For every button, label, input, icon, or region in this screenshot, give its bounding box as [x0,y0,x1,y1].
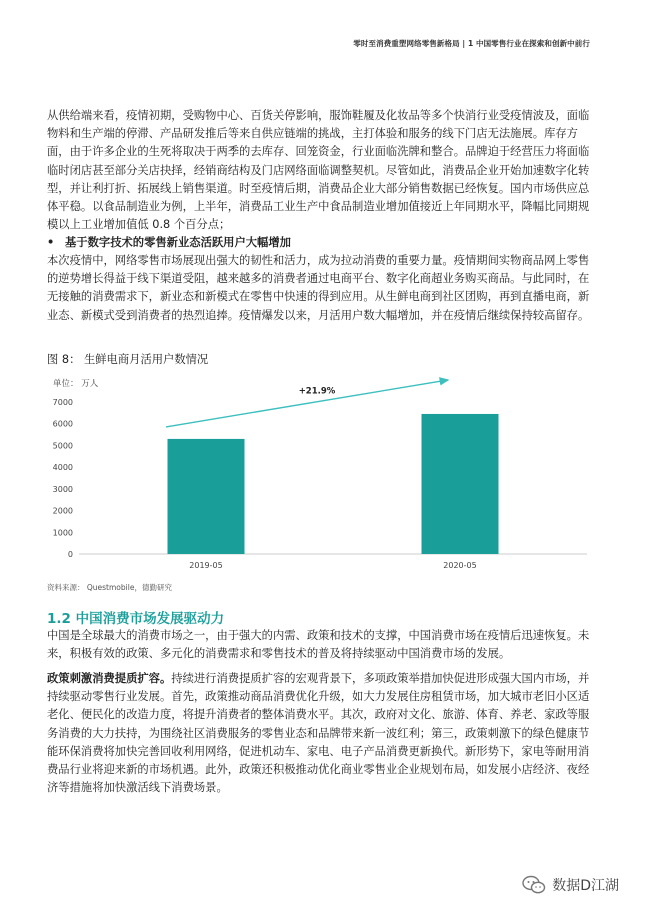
paragraph-digital-retail: 本次疫情中，网络零售市场展现出强大的韧性和活力，成为拉动消费的重要力量。疫情期间实物商品网上零售的逆势增长得益于线下渠道受阻，越来越多的消费者通过电商平台、数字化商超业务购买商品。与此同时，在无接触的消费需求下，新业态和新模式在零售中快速的得到应用。从生鲜电商到社区团购，再到直播电商，新业态、新模式受到消费者的热烈追捧。疫情爆发以来，月活用户数大幅增加，并在疫情后继续保持较高留存。 [47,254,590,322]
bar-2019-05 [168,439,245,554]
paragraph-supply-side: 从供给端来看，疫情初期，受购物中心、百货关停影响，服饰鞋履及化妆品等多个快消行业受疫情波及，面临物料和生产端的停滞、产品研发推后等来自供应链端的挑战，主打体验和服务的线下门店无法施展。库存方面，由于许多企业的生死将取决于两季的去库存、回笼资金，行业面临洗牌和整合。品牌迫于经营压力将面临临时闭店甚至部分关店抉择，经销商结构及门店网络面临调整契机。尽管如此，消费品企业开始加速数字化转型，并让利打折、拓展线上销售渠道。时至疫情后期，消费品企业大部分销售数据已经恢复。国内市场供应总体平稳。以食品制造业为例，上半年，消费品工业生产中食品制造业增加值接近上年同期水平，降幅比同期规模以上工业增加值低 0.8 个百分点； [47,109,590,232]
y-tick-label: 0 [67,550,73,559]
section-title: 1.2 中国消费市场发展驱动力 [47,611,225,627]
chart-container [47,372,599,582]
y-axis-unit-label: 单位： 万人 [53,379,99,389]
x-tick-label: 2020-05 [443,561,477,570]
paragraph-market-intro: 中国是全球最大的消费市场之一，由于强大的内需、政策和技术的支撑，中国消费市场在疫情后迅速恢复。未来，积极有效的政策、多元化的消费需求和零售技术的普及将持续驱动中国消费市场的发展。 [47,629,590,661]
y-tick-label: 6000 [52,419,73,429]
paragraph-policy [47,670,599,797]
figure-source: 资料来源： Questmobile，德勤研究 [47,583,172,592]
y-tick-label: 7000 [52,398,73,407]
y-tick-label: 1000 [52,528,73,538]
policy-lead: 政策刺激消费提质扩容。 [47,672,172,685]
bullet-heading-text: 基于数字技术的零售新业态活跃用户大幅增加 [65,236,291,249]
y-tick-label: 3000 [52,484,73,494]
figure-caption: 图 8： 生鲜电商月活用户数情况 [47,353,209,366]
page-header: 零时至消费重塑网络零售新格局 | 1 中国零售行业在探索和创新中前行 [353,39,590,48]
growth-annotation: +21.9% [298,386,336,397]
bullet-dot: • [47,236,55,249]
wechat-icon [522,875,546,895]
bar-chart [47,372,599,582]
y-tick-label: 4000 [52,463,73,473]
y-tick-label: 5000 [52,441,73,451]
x-tick-label: 2019-05 [189,561,223,570]
policy-body: 持续进行消费提质扩容的宏观背景下，多项政策举措加快促进形成强大国内市场，并持续驱动零售行业发展。首先，政策推动商品消费优化升级，如大力发展住房租赁市场，加大城市老旧小区适老化、便民化的改造力度，将提升消费者的整体消费水平。其次，政府对文化、旅游、体育、养老、家政等服务消费的大力扶持，为围绕社区消费服务的零售业态和品牌带来新一波红利；第三，政策刺激下的绿色健康节能环保消费将加快完善回收利用网络，促进机动车、家电、电子产品消费更新换代。新形势下，家电等耐用消费品行业将迎来新的市场机遇。此外，政策还积极推动优化商业零售业企业规划布局，如发展小店经济、夜经济等措施将加快激活线下消费场景。 [47,672,590,795]
y-tick-label: 2000 [52,506,73,516]
watermark [522,875,619,895]
bar-2020-05 [422,414,499,554]
watermark-text: 数据D江湖 [552,878,619,894]
bullet-heading [47,234,599,250]
